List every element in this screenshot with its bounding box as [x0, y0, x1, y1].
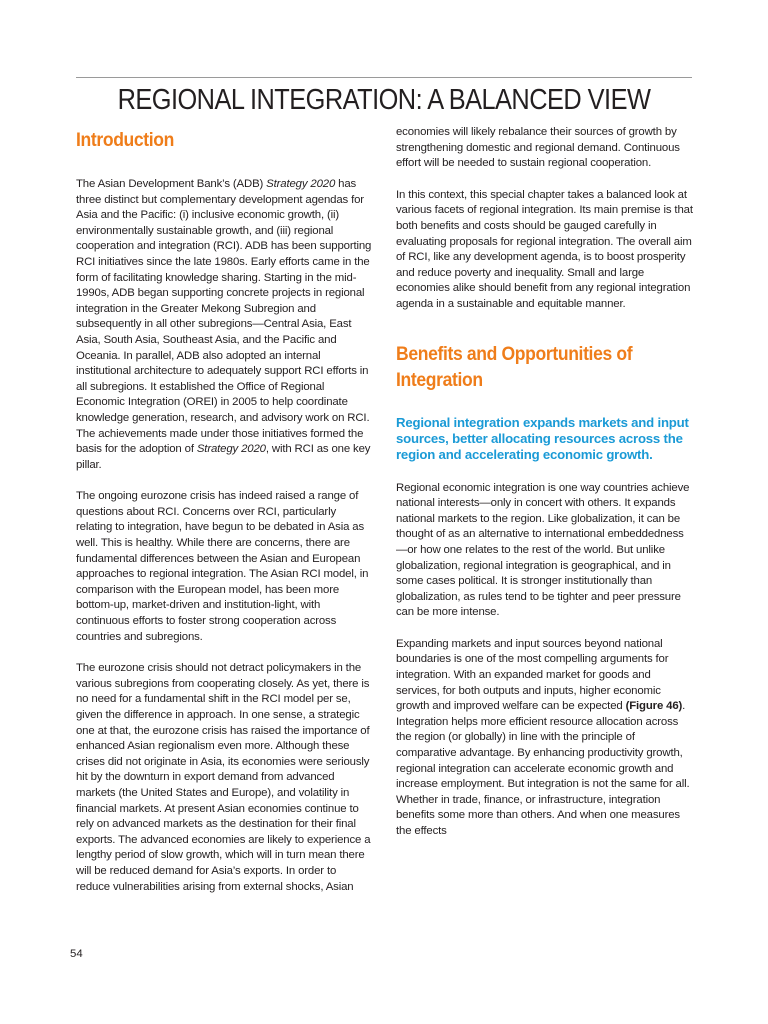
strategy-2020-title: Strategy 2020 — [196, 443, 266, 456]
left-column — [76, 127, 373, 911]
intro-paragraph-5: In this context, this special chapter takes a balanced look at various facets of regional integration. Its main premise is that both benefits and costs should be gauged carefully in evaluating proposals for regional integration. The overall aim of RCI, like any development agenda, is to boost prosperity and reduce poverty and inequality. Small and large economies alike should benefit from any regional integration agenda in a sustainable and equitable manner. — [396, 188, 693, 310]
intro-paragraph-4: economies will likely rebalance their sources of growth by strengthening domestic and regional demand. Continuous effort will be needed to sustain regional cooperation. — [396, 126, 680, 170]
intro-paragraph-2: The ongoing eurozone crisis has indeed raised a range of questions about RCI. Concerns over RCI, particularly relating to integration, have begun to be debated in Asia as well. This is healthy. While there are concerns, there are fundamental differences between the Asian and European approaches to regional integration. The Asian RCI model, in comparison with the European model, has been more bottom-up, market-driven and institution-light, with continuous efforts to foster strong cooperation across countries and subregions. — [76, 490, 369, 643]
text-run: The Asian Development Bank’s (ADB) — [76, 178, 267, 190]
text-run: has three distinct but complementary development agendas for Asia and the Pacific: (i) inclusive economic growth, (ii) environmentally sustainable growth, and (iii) regional cooperation and integration (RCI). ADB has been supporting RCI initiatives since the late 1980s. Early efforts came in the form of facilitating knowledge sharing. Starting in the mid-1990s, ADB began supporting concrete projects in regional integration in the Greater Mekong Subregion and subsequently in all other subregions—Central Asia, East Asia, South Asia, Southeast Asia, and the Pacific and Oceania. In parallel, ADB also adopted an internal institutional architecture to adequately support RCI efforts in all subregions. It established the Office of Regional Economic Integration (OREI) in 2005 to help coordinate knowledge generation, research, and advisory work on RCI. The achievements made under those initiatives formed the basis for the adoption of — [76, 178, 372, 456]
text-run: Expanding markets and input sources beyond national boundaries is one of the most compelling arguments for integration. With an expanded market for goods and services, for both outputs and inputs, higher economic growth and improved welfare can be expected — [396, 637, 669, 713]
benefits-heading: Benefits and Opportunities of Integration — [396, 342, 633, 391]
figure-46-reference: (Figure 46) — [625, 700, 683, 713]
page-number: 54 — [70, 948, 83, 960]
page-title: REGIONAL INTEGRATION: A BALANCED VIEW — [117, 84, 651, 116]
benefits-subheading: Regional integration expands markets and input sources, better allocating resources across the region and accelerating economic growth. — [396, 414, 689, 462]
benefits-paragraph-1: Regional economic integration is one way countries achieve national interests—only in concert with others. It expands national markets to the region. Like globalization, it can be thought of as an alternative to international embeddedness—or how one relates to the rest of the world. But unlike globalization, regional integration is geographical, and in some cases political. It is stronger institutionally than globalization, as rules tend to be tighter and peer pressure can be more intense. — [396, 481, 690, 619]
text-run: . Integration helps more efficient resource allocation across the region (or globally) in line with the principle of comparative advantage. By enhancing productivity growth, regional integration can accelerate economic growth and increase employment. But integration is not the same for all. Whether in trade, finance, or infrastructure, integration benefits some more than others. And when one measures the effects — [396, 700, 690, 837]
strategy-2020-title: Strategy 2020 — [266, 178, 336, 190]
top-rule — [76, 77, 692, 78]
benefits-paragraph-2 — [396, 637, 693, 840]
right-column — [396, 125, 693, 856]
text-run: , with RCI as one key pillar. — [76, 443, 371, 471]
intro-paragraph-3: The eurozone crisis should not detract policymakers in the various subregions from cooperating closely. As yet, there is no need for a fundamental shift in the RCI model per se, given the difference in approach. In one sense, a strategic one at that, the eurozone crisis has raised the importance of enhanced Asian regionalism even more. Although these crises did not originate in Asia, its economies were seriously hit by the downturn in export demand from advanced markets (the United States and Europe), and volatility in financial markets. At present Asian economies continue to rely on advanced markets as the destination for their final exports. The advanced economies are likely to experience a lengthy period of slow growth, which will in turn mean there will be reduced demand for Asia’s exports. In order to reduce vulnerabilities arising from external shocks, Asian — [76, 662, 371, 893]
introduction-heading: Introduction — [76, 129, 175, 151]
intro-paragraph-1 — [76, 177, 373, 473]
